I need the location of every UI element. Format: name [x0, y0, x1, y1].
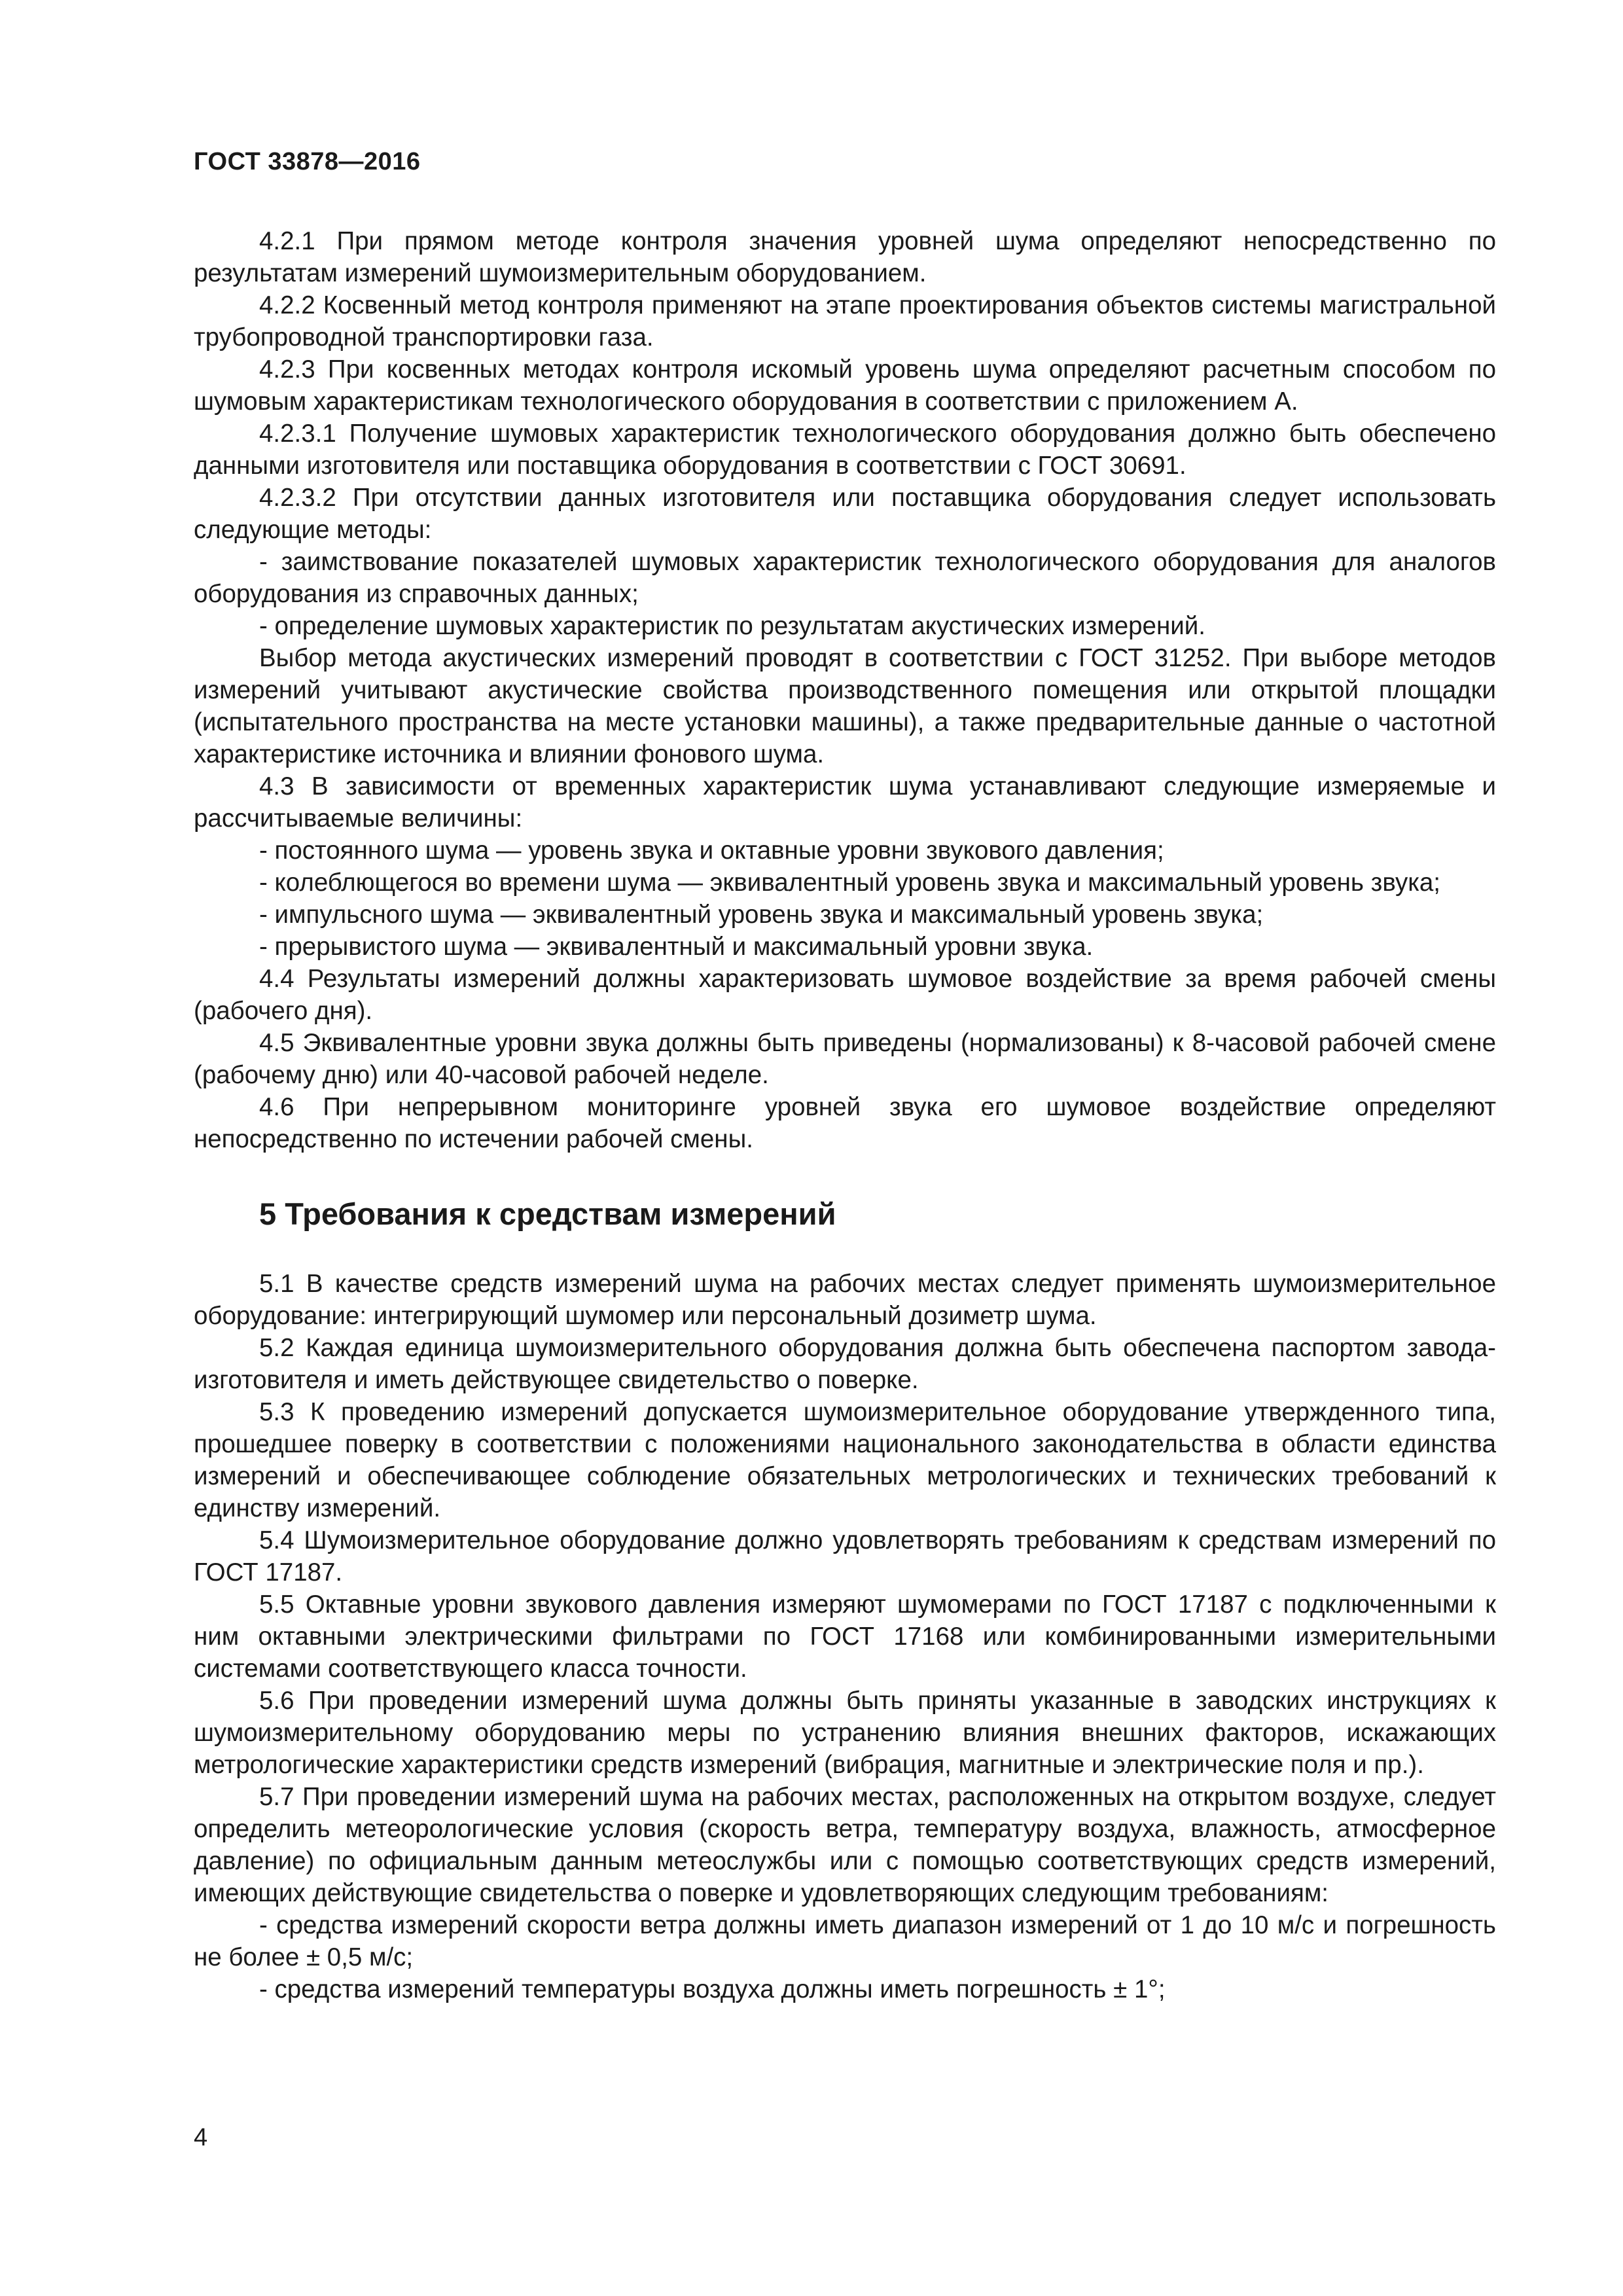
section-5-title: 5 Требования к средствам измерений [259, 1196, 836, 1231]
paragraph-4-6: 4.6 При непрерывном мониторинге уровней звука его шумовое воздействие определяют непосредственно по истечении рабочей смены. [194, 1093, 1496, 1153]
list-item-wind-speed: - средства измерений скорости ветра должны иметь диапазон измерений от 1 до 10 м/с и погрешность не более ± 0,5 м/с; [194, 1911, 1496, 1971]
list-item-acoustic-measurements: - определение шумовых характеристик по результатам акустических измерений. [259, 612, 1205, 640]
list-item-borrowing: - заимствование показателей шумовых характеристик технологического оборудования для аналогов оборудования из справочных данных; [194, 548, 1496, 608]
page-number: 4 [194, 2124, 208, 2151]
list-item-air-temperature: - средства измерений температуры воздуха должны иметь погрешность ± 1°; [259, 1975, 1166, 2003]
paragraph-method-choice: Выбор метода акустических измерений проводят в соответствии с ГОСТ 31252. При выборе методов измерений учитывают акустические свойства производственного помещения или открытой площадки (испытательного пространства на месте установки машины), а также предварительные данные о частотной характеристике источника и влиянии фонового шума. [194, 644, 1496, 768]
list-item-intermittent-noise: - прерывистого шума — эквивалентный и максимальный уровни звука. [259, 933, 1094, 961]
paragraph-4-5: 4.5 Эквивалентные уровни звука должны быть приведены (нормализованы) к 8-часовой рабочей смене (рабочему дню) или 40-часовой рабочей неделе. [194, 1029, 1496, 1089]
paragraph-5-6: 5.6 При проведении измерений шума должны быть приняты указанные в заводских инструкциях к шумоизмерительному оборудованию меры по устранению влияния внешних факторов, искажающих метрологические характеристики средств измерений (вибрация, магнитные и электрические поля и пр.). [194, 1687, 1496, 1779]
paragraph-5-4: 5.4 Шумоизмерительное оборудование должно удовлетворять требованиям к средствам измерений по ГОСТ 17187. [194, 1526, 1496, 1587]
list-item-impulse-noise: - импульсного шума — эквивалентный уровень звука и максимальный уровень звука; [259, 901, 1264, 929]
paragraph-5-7: 5.7 При проведении измерений шума на рабочих местах, расположенных на открытом воздухе, следует определить метеорологические условия (скорость ветра, температуру воздуха, влажность, атмосферное давление) по официальным данным метеослужбы или с помощью соответствующих средств измерений, имеющих действующие свидетельства о поверке и удовлетворяющих следующим требованиям: [194, 1783, 1496, 1907]
list-item-constant-noise: - постоянного шума — уровень звука и октавные уровни звукового давления; [259, 836, 1164, 865]
paragraph-4-4: 4.4 Результаты измерений должны характеризовать шумовое воздействие за время рабочей смены (рабочего дня). [194, 965, 1496, 1025]
document-header-code: ГОСТ 33878—2016 [194, 148, 421, 175]
paragraph-5-5: 5.5 Октавные уровни звукового давления измеряют шумомерами по ГОСТ 17187 с подключенными к ним октавными электрическими фильтрами по ГОСТ 17168 или комбинированными измерительными системами соответствующего класса точности. [194, 1590, 1496, 1683]
paragraph-4-3: 4.3 В зависимости от временных характеристик шума устанавливают следующие измеряемые и рассчитываемые величины: [194, 772, 1496, 833]
paragraph-4-2-3: 4.2.3 При косвенных методах контроля искомый уровень шума определяют расчетным способом по шумовым характеристикам технологического оборудования в соответствии с приложением А. [194, 355, 1496, 416]
list-item-fluctuating-noise: - колеблющегося во времени шума — эквивалентный уровень звука и максимальный уровень звука; [259, 869, 1440, 897]
paragraph-4-2-3-2: 4.2.3.2 При отсутствии данных изготовителя или поставщика оборудования следует использовать следующие методы: [194, 484, 1496, 544]
paragraph-5-3: 5.3 К проведению измерений допускается шумоизмерительное оборудование утвержденного типа, прошедшее поверку в соответствии с положениями национального законодательства в области единства измерений и обеспечивающее соблюдение обязательных метрологических и технических требований к единству измерений. [194, 1398, 1496, 1522]
paragraph-5-2: 5.2 Каждая единица шумоизмерительного оборудования должна быть обеспечена паспортом завода-изготовителя и иметь действующее свидетельство о поверке. [194, 1334, 1496, 1394]
paragraph-5-1: 5.1 В качестве средств измерений шума на рабочих местах следует применять шумоизмерительное оборудование: интегрирующий шумомер или персональный дозиметр шума. [194, 1270, 1496, 1330]
document-body [194, 225, 1496, 2005]
paragraph-4-2-1: 4.2.1 При прямом методе контроля значения уровней шума определяют непосредственно по результатам измерений шумоизмерительным оборудованием. [194, 227, 1496, 287]
paragraph-4-2-3-1: 4.2.3.1 Получение шумовых характеристик технологического оборудования должно быть обеспечено данными изготовителя или поставщика оборудования в соответствии с ГОСТ 30691. [194, 420, 1496, 480]
paragraph-4-2-2: 4.2.2 Косвенный метод контроля применяют на этапе проектирования объектов системы магистральной трубопроводной транспортировки газа. [194, 291, 1496, 351]
